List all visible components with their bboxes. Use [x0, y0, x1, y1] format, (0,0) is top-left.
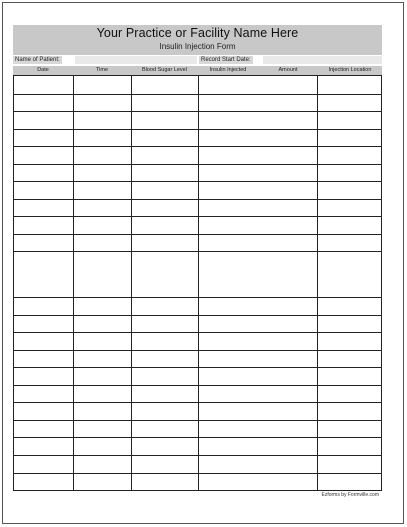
column-divider — [198, 76, 199, 490]
patient-name-label: Name of Patient: — [15, 57, 60, 63]
column-header-date: Date — [37, 67, 49, 73]
patient-info-bar — [13, 56, 382, 64]
form-header — [13, 25, 382, 55]
column-header-insulin-injected: Insulin Injected — [209, 67, 247, 73]
column-divider — [131, 76, 132, 490]
injection-log-table — [13, 75, 382, 491]
column-divider — [73, 76, 74, 490]
record-start-date-field[interactable] — [263, 56, 382, 64]
column-header-time: Time — [95, 67, 109, 73]
patient-name-field[interactable] — [75, 56, 197, 64]
column-header-injection-location: Injection Location — [328, 67, 372, 73]
form-subtitle: Insulin Injection Form — [159, 42, 236, 51]
footer-credit: Ezforms by Formville.com — [321, 492, 379, 498]
column-header-amount: Amount — [278, 67, 298, 73]
table-header — [13, 66, 382, 75]
column-header-blood-sugar: Blood Sugar Level — [142, 67, 187, 73]
column-divider — [317, 76, 318, 490]
facility-name-title: Your Practice or Facility Name Here — [96, 26, 299, 40]
record-start-date-label: Record Start Date: — [201, 57, 251, 63]
